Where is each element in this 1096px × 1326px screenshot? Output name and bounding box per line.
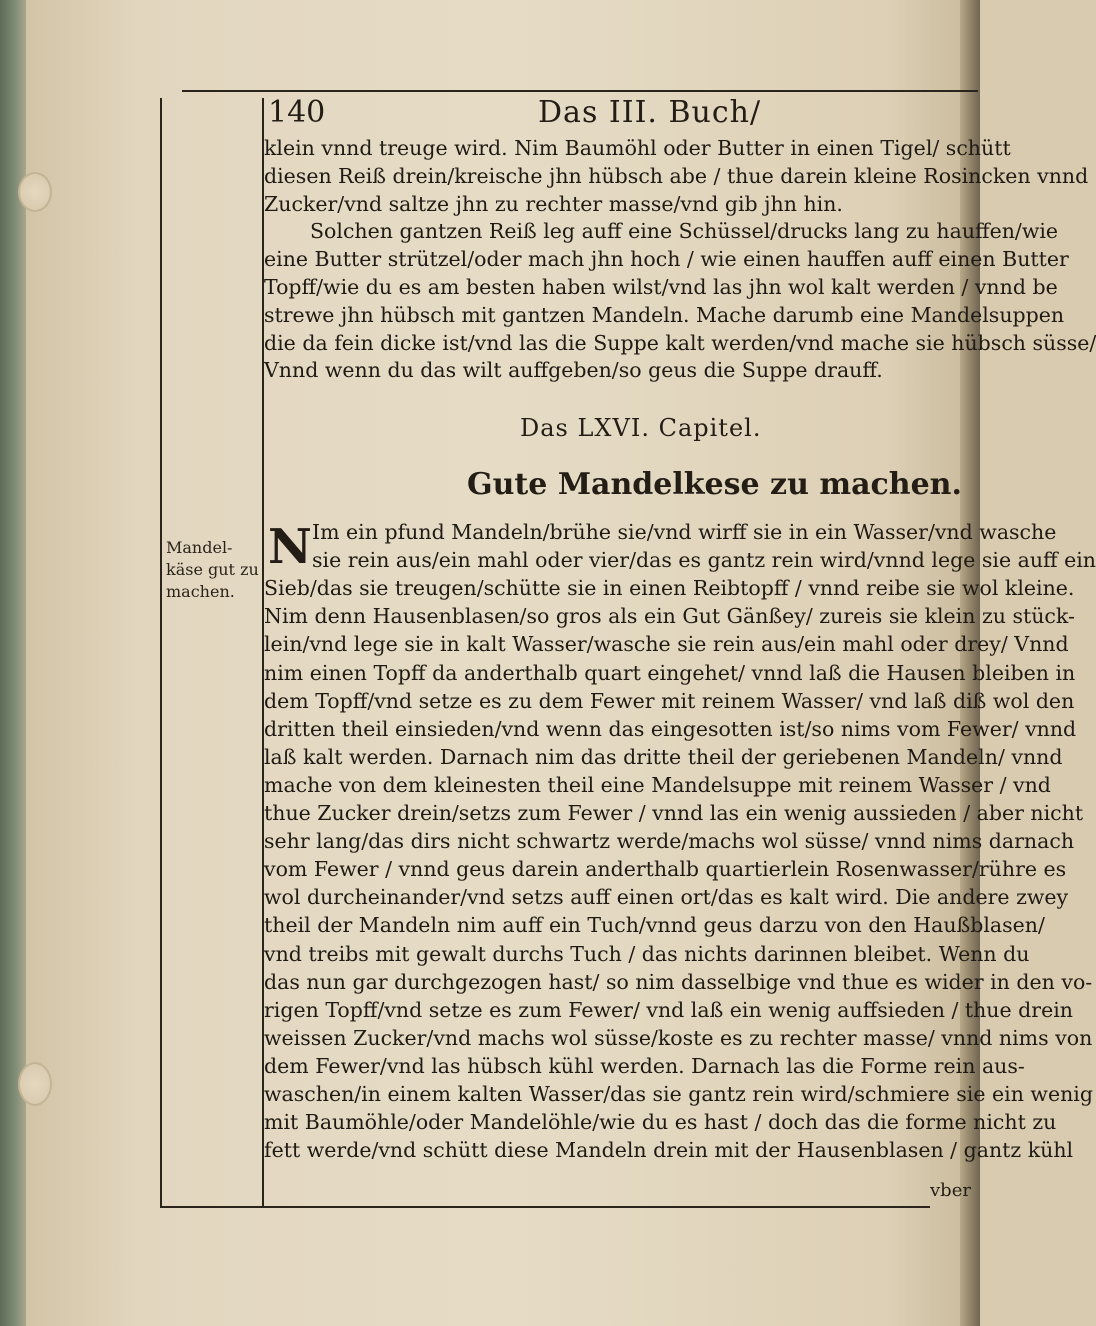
text-line: dem Fewer/vnd las hübsch kühl werden. Darnach las die Forme rein aus- [264, 1053, 1025, 1078]
text-line: vnd treibs mit gewalt durchs Tuch / das nichts darinnen bleibet. Wenn du [264, 941, 1030, 966]
margin-note-line: käse gut zu [166, 560, 259, 579]
text-line: vom Fewer / vnnd geus darein anderthalb quartierlein Rosenwasser/rühre es [264, 857, 1067, 882]
text-line: nim einen Topff da anderthalb quart eingehet/ vnnd laß die Hausen bleiben in [264, 660, 1076, 685]
text-line: mache von dem kleinesten theil eine Mandelsuppe mit reinem Wasser / vnd [264, 772, 1051, 797]
text-line: mit Baumöhle/oder Mandelöhle/wie du es hast / doch das die forme nicht zu [264, 1110, 1057, 1135]
decorated-initial: N [268, 519, 312, 575]
text-line: Sieb/das sie treugen/schütte sie in einen Reibtopff / vnnd reibe sie wol kleine. [264, 576, 1075, 601]
chapter-title: Gute Mandelkese zu machen. [467, 467, 962, 502]
paper-hole-bottom [18, 1062, 52, 1106]
catchword: vber [930, 1180, 971, 1201]
text-line: Solchen gantzen Reiß leg auff eine Schüssel/drucks lang zu hauffen/wie [310, 219, 1059, 244]
text-line: Zucker/vnd saltze jhn zu rechter masse/vnd gib jhn hin. [264, 191, 843, 216]
text-line: das nun gar durchgezogen hast/ so nim dasselbige vnd thue es wider in den vo- [264, 969, 1093, 994]
text-line: rigen Topff/vnd setze es zum Fewer/ vnd laß ein wenig auffsieden / thue drein [264, 997, 1073, 1022]
margin-note-line: Mandel- [166, 538, 233, 557]
text-line: wol durcheinander/vnd setzs auff einen ort/das es kalt wird. Die andere zwey [264, 885, 1069, 910]
text-line: theil der Mandeln nim auff ein Tuch/vnnd geus darzu von den Haußblasen/ [264, 913, 1045, 938]
paper-hole-top [18, 172, 52, 212]
text-line: dem Topff/vnd setze es zu dem Fewer mit reinem Wasser/ vnd laß diß wol den [264, 688, 1075, 713]
text-line: fett werde/vnd schütt diese Mandeln drein mit der Hausenblasen / gantz kühl [264, 1138, 1074, 1163]
margin-note-line: machen. [166, 582, 235, 601]
running-header: Das III. Buch/ [538, 95, 762, 130]
text-line: sie rein aus/ein mahl oder vier/das es gantz rein wird/vnnd lege sie auff ein [312, 548, 1096, 573]
text-line: diesen Reiß drein/kreische jhn hübsch abe / thue darein kleine Rosincken vnnd [264, 163, 1089, 188]
text-line: klein vnnd treuge wird. Nim Baumöhl oder Butter in einen Tigel/ schütt [264, 136, 1011, 160]
page-number: 140 [268, 95, 326, 130]
text-line: Nim denn Hausenblasen/so gros als ein Gut Gänßey/ zureis sie klein zu stück- [264, 604, 1075, 629]
text-line: Im ein pfund Mandeln/brühe sie/vnd wirff sie in ein Wasser/vnd wasche [312, 520, 1057, 544]
text-line: laß kalt werden. Darnach nim das dritte theil der geriebenen Mandeln/ vnnd [264, 744, 1063, 769]
text-line: weissen Zucker/vnd machs wol süsse/koste es zu rechter masse/ vnnd nims von [264, 1025, 1093, 1050]
text-line: Vnnd wenn du das wilt auffgeben/so geus die Suppe drauff. [264, 358, 883, 383]
text-line: lein/vnd lege sie in kalt Wasser/wasche sie rein aus/ein mahl oder drey/ Vnnd [264, 632, 1069, 657]
text-line: waschen/in einem kalten Wasser/das sie gantz rein wird/schmiere sie ein wenig [264, 1082, 1093, 1106]
chapter-heading: Das LXVI. Capitel. [520, 414, 762, 442]
left-border-line [160, 98, 162, 1208]
text-line: die da fein dicke ist/vnd las die Suppe kalt werden/vnd mache sie hübsch süsse/ [264, 330, 1096, 355]
text-line: strewe jhn hübsch mit gantzen Mandeln. Mache darumb eine Mandelsuppen [264, 302, 1065, 327]
text-line: dritten theil einsieden/vnd wenn das eingesotten ist/so nims vom Fewer/ vnnd [264, 716, 1077, 741]
bottom-border-line [160, 1206, 930, 1208]
top-border-line [182, 90, 978, 92]
text-line: Topff/wie du es am besten haben wilst/vnd las jhn wol kalt werden / vnnd be [264, 275, 1058, 299]
text-line: eine Butter strützel/oder mach jhn hoch / wie einen hauffen auff einen Butter [264, 247, 1069, 272]
text-line: sehr lang/das dirs nicht schwartz werde/machs wol süsse/ vnnd nims darnach [264, 829, 1075, 854]
text-line: thue Zucker drein/setzs zum Fewer / vnnd las ein wenig aussieden / aber nicht [264, 801, 1084, 825]
